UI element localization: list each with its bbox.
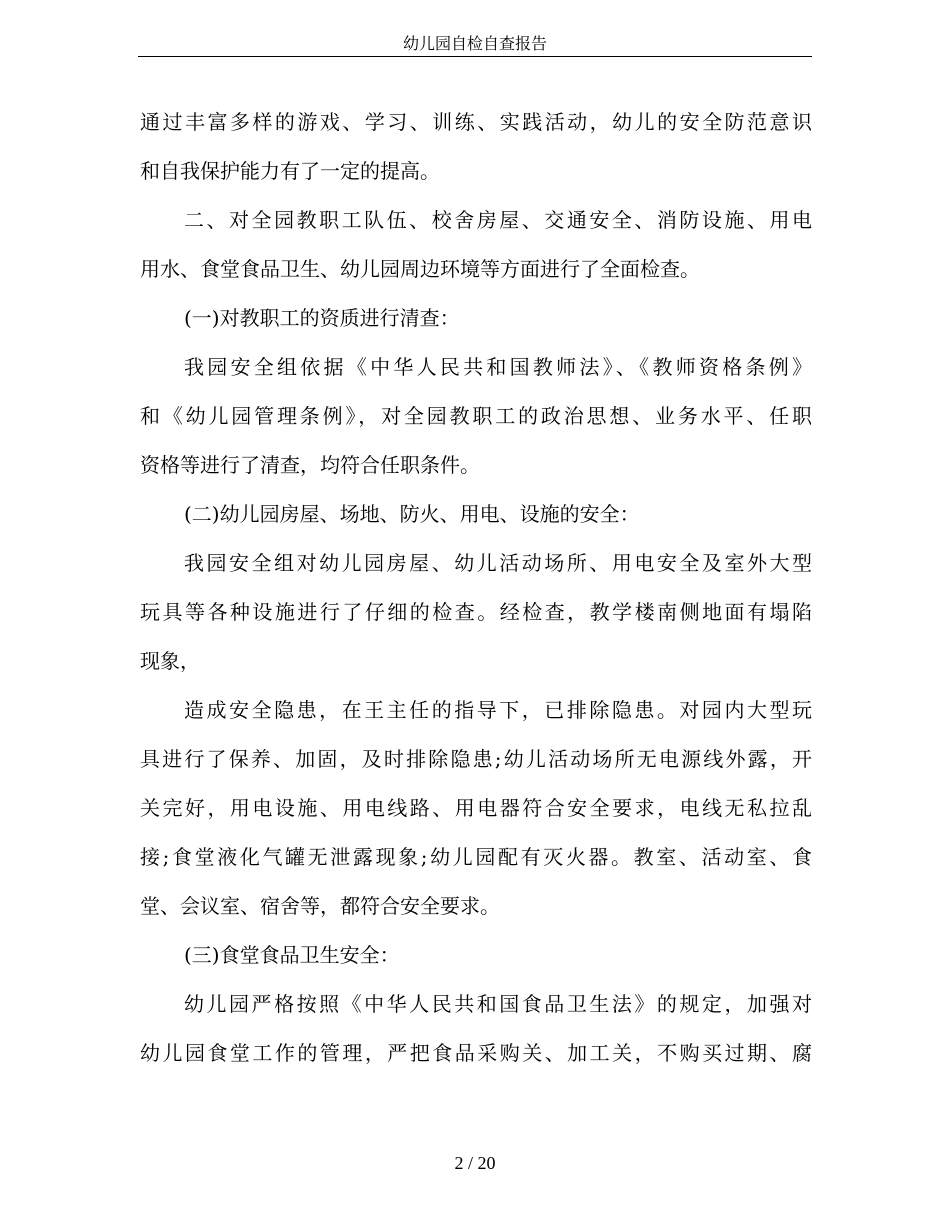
section-heading: (三)食堂食品卫生安全： [184,943,400,967]
text-line: 幼儿园食堂工作的管理，严把食品采购关、加工关，不购买过期、腐 [140,1041,812,1065]
text-line: 玩具等各种设施进行了仔细的检查。经检查，教学楼南侧地面有塌陷 [140,600,812,624]
text-line: 堂、会议室、宿舍等，都符合安全要求。 [140,894,500,918]
text-line: 二、对全园教职工队伍、校舍房屋、交通安全、消防设施、用电 [184,208,812,232]
section-heading: (一)对教职工的资质进行清查： [184,306,460,330]
page-number: 2 / 20 [454,1153,496,1173]
text-line: 通过丰富多样的游戏、学习、训练、实践活动，幼儿的安全防范意识 [140,110,812,134]
text-line: 关完好，用电设施、用电线路、用电器符合安全要求，电线无私拉乱 [140,796,812,820]
section-heading: (二)幼儿园房屋、场地、防火、用电、设施的安全： [184,502,640,526]
text-line: 资格等进行了清查，均符合任职条件。 [140,453,480,477]
text-line: 造成安全隐患，在王主任的指导下，已排除隐患。对园内大型玩 [184,698,812,722]
document-body [140,102,812,1082]
text-line: 和《幼儿园管理条例》，对全园教职工的政治思想、业务水平、任职 [140,404,812,428]
text-line: 和自我保护能力有了一定的提高。 [140,159,440,183]
text-line: 具进行了保养、加固，及时排除隐患;幼儿活动场所无电源线外露，开 [140,747,812,771]
text-line: 接;食堂液化气罐无泄露现象;幼儿园配有灭火器。教室、活动室、食 [140,845,812,869]
header-title: 幼儿园自检自查报告 [402,34,547,53]
text-line: 我园安全组对幼儿园房屋、幼儿活动场所、用电安全及室外大型 [184,551,812,575]
text-line: 现象， [140,649,200,673]
header-divider [138,56,812,57]
text-line: 用水、食堂食品卫生、幼儿园周边环境等方面进行了全面检查。 [140,257,700,281]
text-line: 我园安全组依据《中华人民共和国教师法》、《教师资格条例》 [184,355,812,379]
text-line: 幼儿园严格按照《中华人民共和国食品卫生法》的规定，加强对 [184,992,812,1016]
